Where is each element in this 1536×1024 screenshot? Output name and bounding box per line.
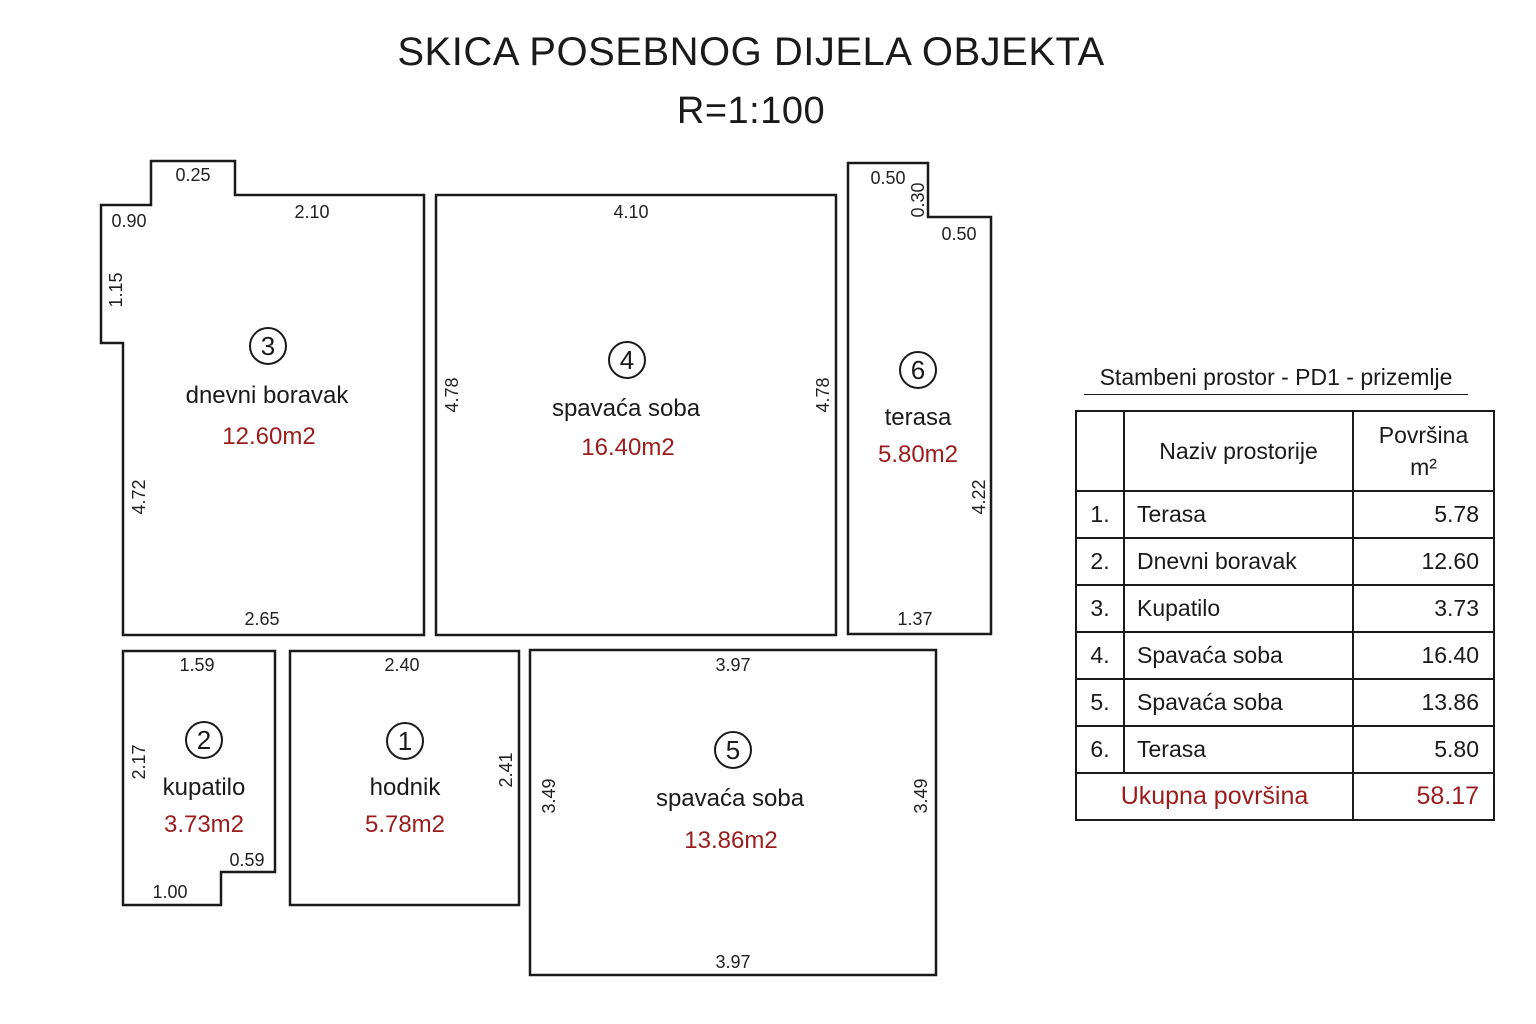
room-4-name: spavaća soba: [551, 395, 701, 422]
dim-r2-bottom: 1.00: [152, 882, 188, 902]
room-6-number: 6: [910, 355, 926, 385]
table-row: [1076, 585, 1494, 632]
row-area: 13.86: [1353, 679, 1494, 726]
dim-r2-notch: 0.59: [229, 850, 265, 870]
row-number: 5.: [1076, 679, 1124, 726]
dim-r2-top: 1.59: [179, 655, 215, 675]
room-1-name: hodnik: [369, 774, 441, 801]
row-number: 4.: [1076, 632, 1124, 679]
row-number: 6.: [1076, 726, 1124, 773]
total-label: Ukupna površina: [1076, 773, 1353, 820]
room-2-name: kupatilo: [162, 774, 246, 801]
total-value: 58.17: [1353, 773, 1494, 820]
room-3-number: 3: [260, 331, 276, 361]
room-3: [101, 161, 424, 635]
row-area: 5.78: [1353, 491, 1494, 538]
room-2: [123, 651, 275, 905]
row-number: 2.: [1076, 538, 1124, 585]
dim-r3-top: 2.10: [294, 202, 330, 222]
header-number-cell: [1076, 411, 1124, 491]
room-1: [290, 651, 519, 905]
dim-r5-bottom: 3.97: [715, 952, 751, 972]
dim-r6-top: 0.50: [870, 168, 906, 188]
room-5-number: 5: [725, 735, 741, 765]
row-number: 3.: [1076, 585, 1124, 632]
dim-r5-left: 3.49: [539, 778, 559, 814]
table-row: [1076, 538, 1494, 585]
dim-r1-top: 2.40: [384, 655, 420, 675]
dim-r2-left: 2.17: [129, 744, 149, 780]
row-number: 1.: [1076, 491, 1124, 538]
header-name-cell: Naziv prostorije: [1124, 411, 1353, 491]
header-area-unit: m²: [1410, 454, 1437, 480]
room-3-name: dnevni boravak: [185, 382, 349, 409]
dim-r3-left-upper: 1.15: [106, 272, 126, 308]
dim-r5-right: 3.49: [911, 778, 931, 814]
room-5-outline: [530, 650, 936, 975]
table-row: [1076, 726, 1494, 773]
room-4-number: 4: [619, 345, 635, 375]
dim-r3-left: 4.72: [129, 479, 149, 515]
row-area: 12.60: [1353, 538, 1494, 585]
dim-r3-top-notch: 0.25: [175, 165, 211, 185]
dim-r4-left: 4.78: [442, 377, 462, 413]
page-title: SKICA POSEBNOG DIJELA OBJEKTA: [397, 30, 1105, 74]
header-area-cell: [1353, 411, 1494, 491]
row-name: Spavaća soba: [1124, 679, 1353, 726]
room-2-number: 2: [196, 725, 212, 755]
row-name: Kupatilo: [1124, 585, 1353, 632]
row-area: 5.80: [1353, 726, 1494, 773]
scale-label: R=1:100: [676, 90, 826, 132]
dim-r4-top: 4.10: [613, 202, 649, 222]
table-row: [1076, 632, 1494, 679]
dim-r3-bottom: 2.65: [244, 609, 280, 629]
row-area: 3.73: [1353, 585, 1494, 632]
summary-caption: Stambeni prostor - PD1 - prizemlje: [1084, 364, 1468, 395]
row-name: Terasa: [1124, 726, 1353, 773]
table-row: [1076, 491, 1494, 538]
table-row: [1076, 679, 1494, 726]
summary-table: [1075, 410, 1495, 821]
dim-r6-notch-side: 0.30: [908, 182, 928, 218]
dim-r4-right: 4.78: [813, 377, 833, 413]
room-6-name: terasa: [884, 404, 952, 431]
row-name: Terasa: [1124, 491, 1353, 538]
dim-r6-step: 0.50: [941, 224, 977, 244]
dim-r6-right: 4.22: [969, 479, 989, 515]
dim-r1-right: 2.41: [496, 752, 516, 788]
room-6-area: 5.80m2: [877, 441, 959, 468]
room-4: [436, 195, 836, 635]
row-area: 16.40: [1353, 632, 1494, 679]
room-3-area: 12.60m2: [222, 423, 316, 450]
room-1-area: 5.78m2: [364, 811, 446, 838]
summary-total-row: [1076, 773, 1494, 820]
room-6: [848, 163, 991, 634]
summary-header-row: [1076, 411, 1494, 491]
room-4-area: 16.40m2: [581, 434, 675, 461]
room-2-area: 3.73m2: [163, 811, 245, 838]
room-5-name: spavaća soba: [655, 785, 805, 812]
room-5: [530, 650, 936, 975]
dim-r3-left-offset: 0.90: [111, 211, 147, 231]
room-1-number: 1: [397, 726, 413, 756]
dim-r6-bottom: 1.37: [897, 609, 933, 629]
row-name: Dnevni boravak: [1124, 538, 1353, 585]
room-5-area: 13.86m2: [684, 827, 778, 854]
dim-r5-top: 3.97: [715, 655, 751, 675]
row-name: Spavaća soba: [1124, 632, 1353, 679]
header-area-label: Površina: [1378, 422, 1469, 448]
